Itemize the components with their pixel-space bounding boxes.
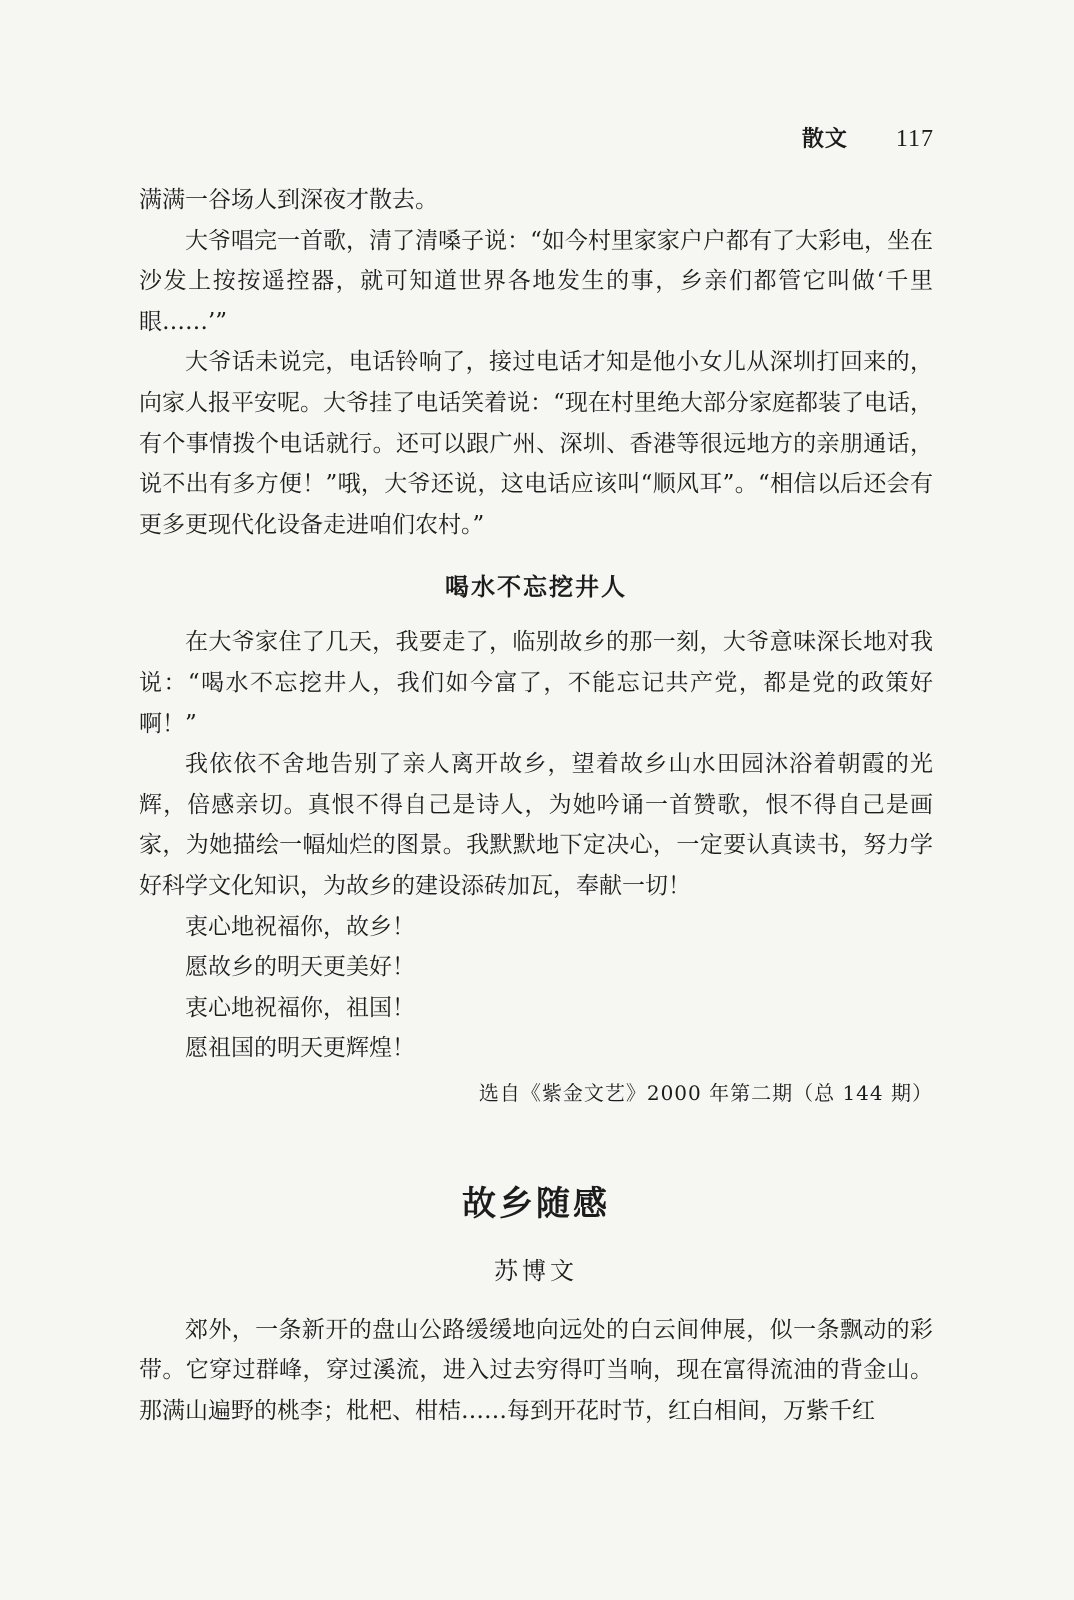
paragraph: 在大爷家住了几天，我要走了，临别故乡的那一刻，大爷意味深长地对我说：“喝水不忘挖井人，我们如今富了，不能忘记共产党，都是党的政策好啊！” [139, 629, 933, 737]
blessing-line: 愿故乡的明天更美好！ [185, 954, 415, 981]
paragraph: 满满一谷场人到深夜才散去。 [139, 187, 438, 213]
blessing-line: 衷心地祝福你，祖国！ [185, 994, 415, 1021]
paragraph: 郊外，一条新开的盘山公路缓缓地向远处的白云间伸展，似一条飘动的彩带。它穿过群峰，穿过溪流，进入过去穷得叮当响，现在富得流油的背金山。那满山遍野的桃李；枇杷、柑桔……每到开花时节，红白相间，万紫千红 [139, 1316, 933, 1425]
paragraph: 大爷话未说完，电话铃响了，接过电话才知是他小女儿从深圳打回来的，向家人报平安呢。大爷挂了电话笑着说：“现在村里绝大部分家庭都装了电话，有个事情拨个电话就行。还可以跟广州、深圳、香港等很远地方的亲朋通话，说不出有多方便！”哦，大爷还说，这电话应该叫“顺风耳”。“相信以后还会有更多更现代化设备走进咱们农村。” [139, 349, 933, 538]
blessing-line: 愿祖国的明天更辉煌！ [185, 1035, 415, 1062]
page-body [139, 180, 933, 1432]
running-header [802, 122, 934, 153]
section-heading: 喝水不忘挖井人 [445, 573, 627, 602]
article-title: 故乡随感 [462, 1183, 610, 1224]
paragraph: 大爷唱完一首歌，清了清嗓子说：“如今村里家家户户都有了大彩电，坐在沙发上按按遥控器，就可知道世界各地发生的事，乡亲们都管它叫做‘千里眼……’” [139, 227, 933, 335]
source-citation: 选自《紫金文艺》2000 年第二期（总 144 期） [478, 1080, 933, 1105]
paragraph: 我依依不舍地告别了亲人离开故乡，望着故乡山水田园沐浴着朝霞的光辉，倍感亲切。真恨不得自己是诗人，为她吟诵一首赞歌，恨不得自己是画家，为她描绘一幅灿烂的图景。我默默地下定决心，一定要认真读书，努力学好科学文化知识，为故乡的建设添砖加瓦，奉献一切！ [139, 751, 933, 899]
article-author: 苏博文 [494, 1256, 578, 1285]
section-name: 散文 [801, 127, 848, 152]
page-number: 117 [895, 126, 934, 152]
blessing-line: 衷心地祝福你，故乡！ [185, 913, 415, 940]
